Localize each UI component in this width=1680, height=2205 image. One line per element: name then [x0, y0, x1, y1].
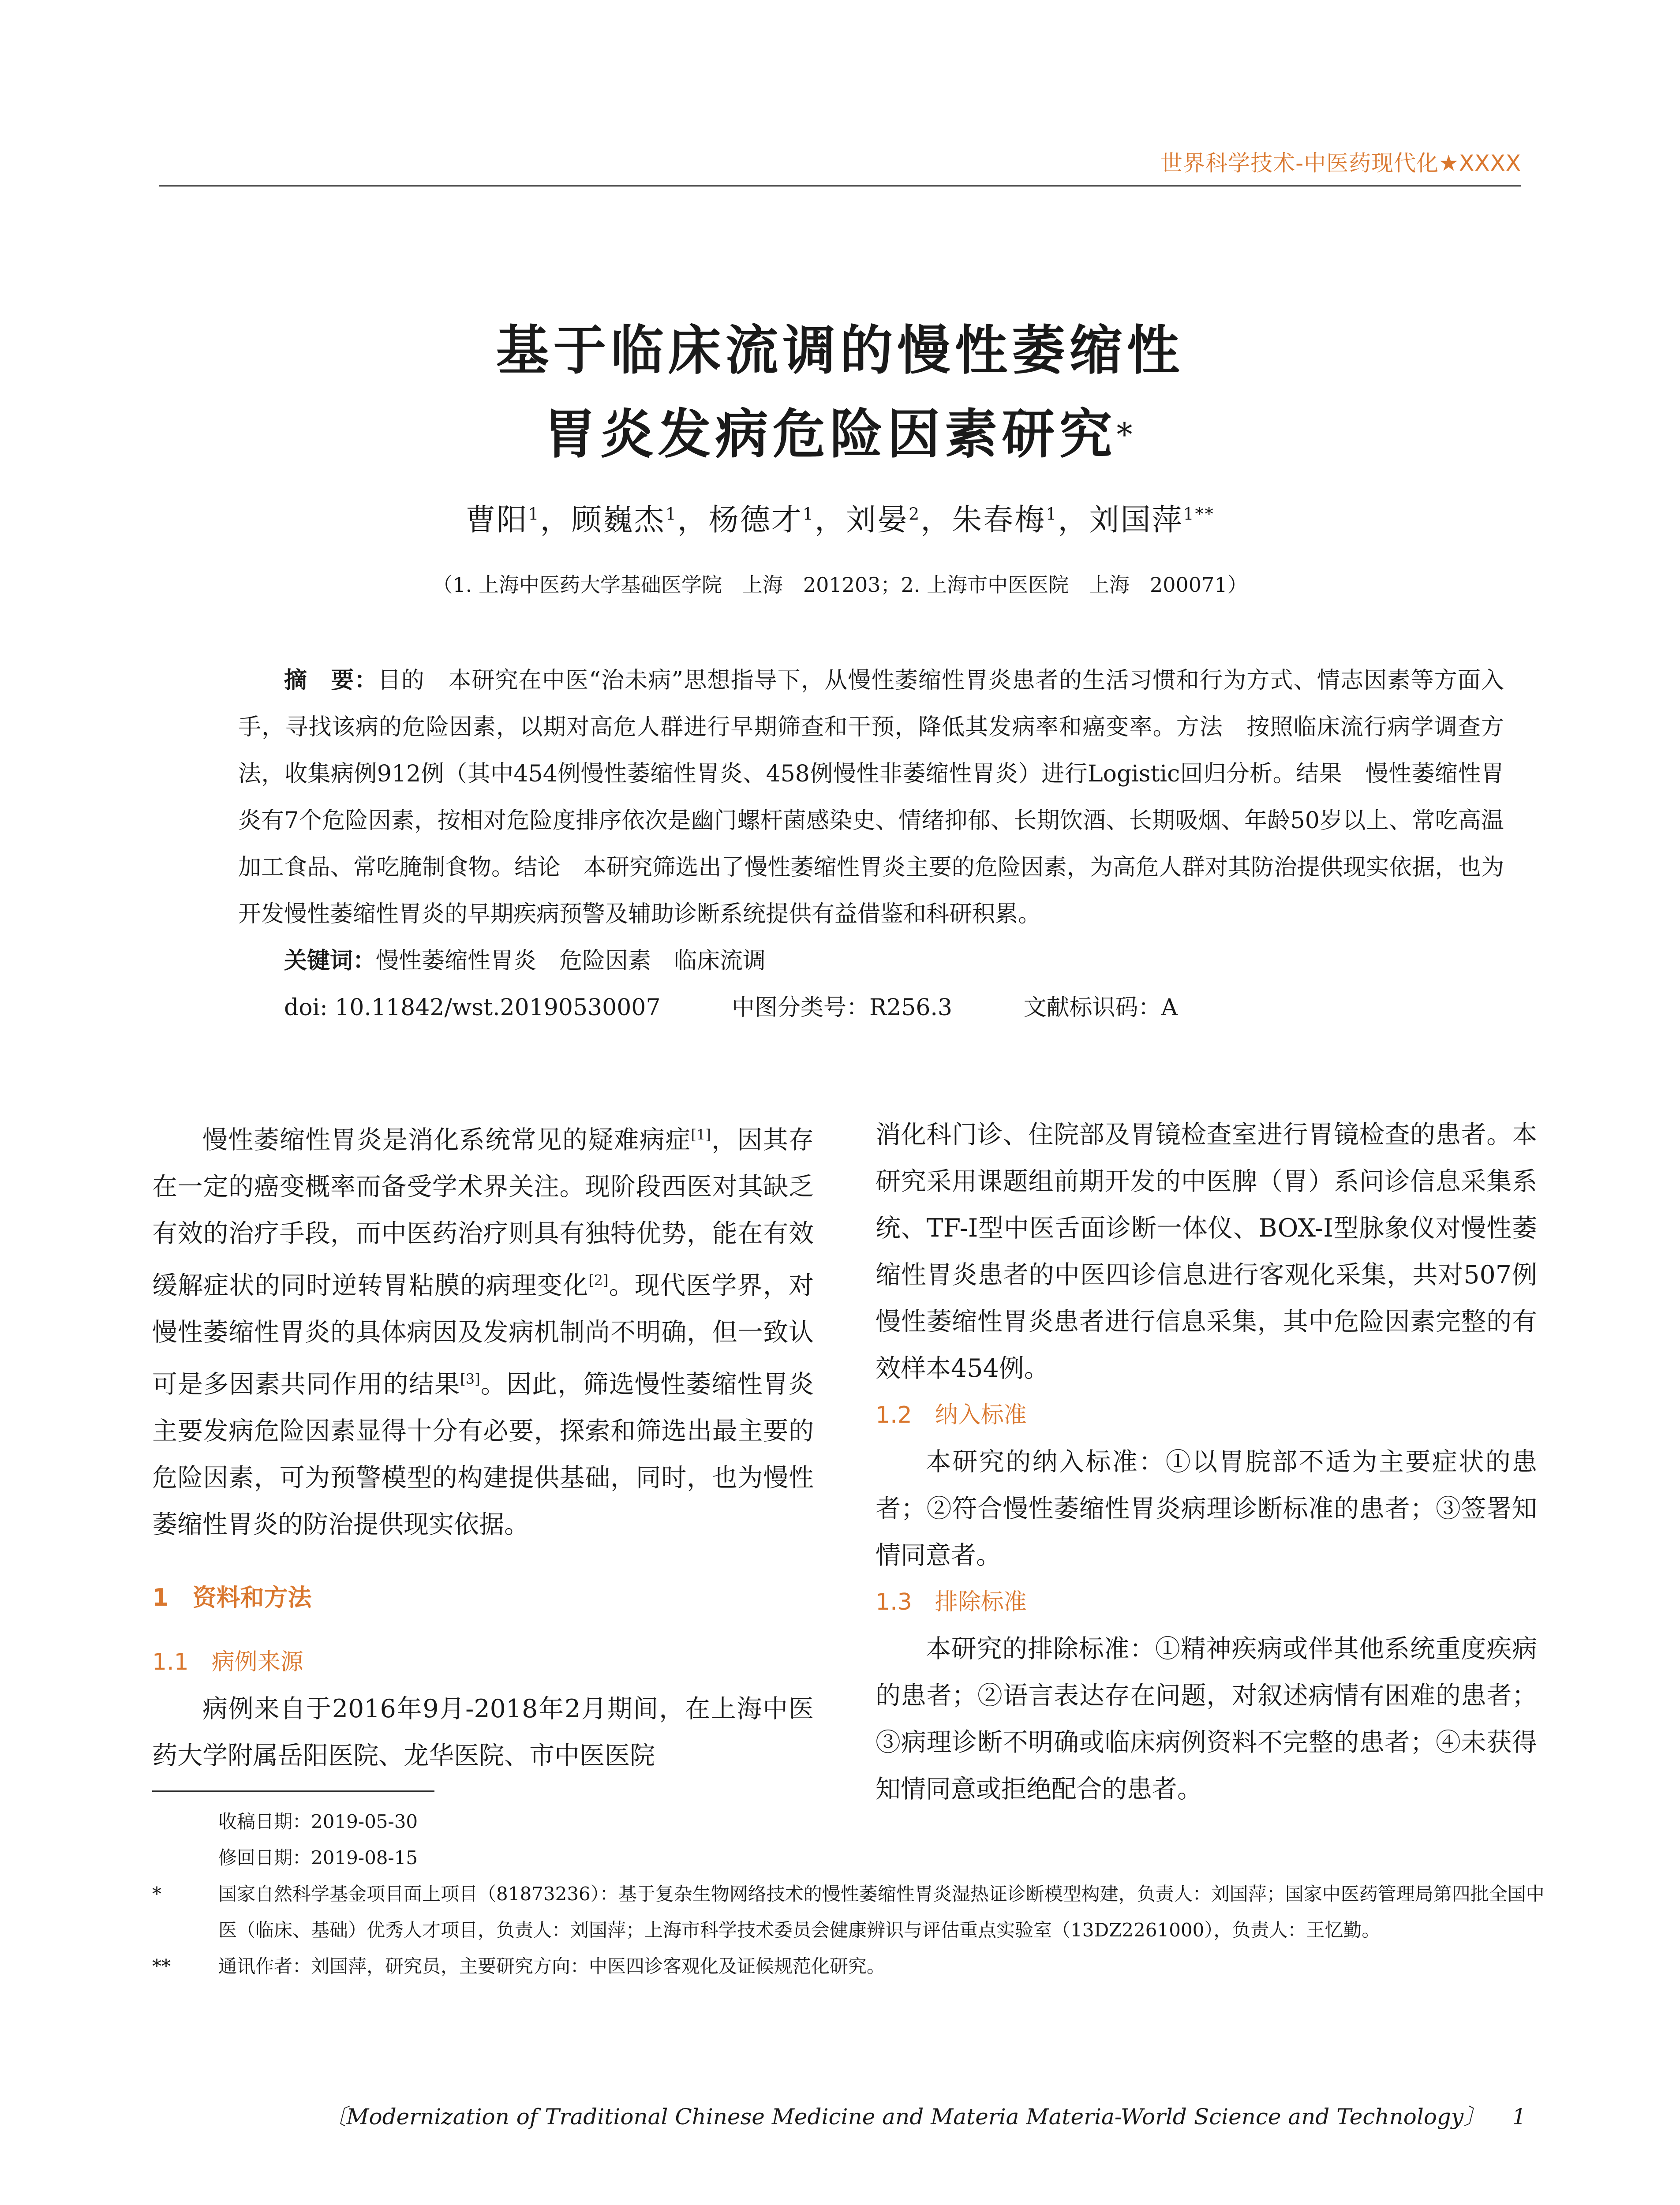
right-column: [876, 1111, 1537, 1813]
title-line-1: 基于临床流调的慢性萎缩性: [496, 319, 1184, 381]
article-title: [0, 309, 1680, 476]
footnotes: [152, 1804, 1546, 1984]
citation-1[interactable]: [1]: [691, 1126, 711, 1143]
body-paragraph: 本研究的纳入标准：①以胃脘部不适为主要症状的患者；②符合慢性萎缩性胃炎病理诊断标准的患者；③签署知情同意者。: [876, 1447, 1537, 1570]
citation-2[interactable]: [2]: [588, 1272, 609, 1289]
title-line-2: [0, 392, 1680, 476]
author-separator: ，: [920, 503, 952, 538]
keywords: 慢性萎缩性胃炎 危险因素 临床流调: [376, 948, 766, 974]
abstract-label: 摘 要：: [284, 667, 378, 694]
page-footer: [0, 2099, 1526, 2131]
document-code: 文献标识码：A: [1023, 994, 1178, 1021]
author: 顾巍杰: [571, 503, 666, 538]
intro-paragraph: [152, 1111, 814, 1548]
left-column: [152, 1111, 814, 1779]
author-separator: ，: [540, 503, 572, 538]
body-paragraph: 消化科门诊、住院部及胃镜检查室进行胃镜检查的患者。本研究采用课题组前期开发的中医脾（胃）系问诊信息采集系统、TF-I型中医舌面诊断一体仪、BOX-I型脉象仪对慢性萎缩性胃炎患者的中医四诊信息进行客观化采集，共对507例慢性萎缩性胃炎患者进行信息采集，其中危险因素完整的有效样本454例。: [876, 1120, 1537, 1383]
title-star: *: [1116, 416, 1137, 453]
intro-text-3: 。现代医学界，对慢性萎缩性胃炎的具体病因及发病机制尚不明确，但一致认可是多因素共同作用的结果: [152, 1271, 814, 1399]
body-paragraph: 病例来自于2016年9月-2018年2月期间，在上海中医药大学附属岳阳医院、龙华医院、市中医医院: [152, 1694, 814, 1770]
doi: doi: 10.11842/wst.20190530007: [284, 994, 661, 1021]
affiliation: （1. 上海中医药大学基础医学院 上海 201203；2. 上海市中医医院 上海 200071）: [432, 573, 1248, 597]
footnote-corresponding: [152, 1948, 1546, 1984]
author-list: [0, 496, 1680, 539]
author-separator: ，: [814, 503, 846, 538]
intro-text-1: 慢性萎缩性胃炎是消化系统常见的疑难病症: [202, 1125, 691, 1155]
footnote-revised: 修回日期：2019-08-15: [218, 1847, 418, 1869]
author: 朱春梅: [952, 503, 1046, 538]
subsection-heading: 1.2 纳入标准: [876, 1402, 1027, 1428]
keywords-line: [238, 938, 1504, 984]
abstract-paragraph: [238, 657, 1504, 938]
author: 杨德才: [708, 503, 803, 538]
journal-header: 世界科学技术-中医药现代化★XXXX: [1160, 150, 1521, 176]
clc-number: 中图分类号：R256.3: [732, 994, 953, 1021]
footnote-received: 收稿日期：2019-05-30: [218, 1811, 418, 1832]
footer-journal: 〔Modernization of Traditional Chinese Medicine and Materia Materia-World Science and Technology〕: [324, 2104, 1486, 2130]
author-affil: 1: [802, 504, 815, 524]
author: 曹阳: [465, 503, 528, 538]
title-line-2-text: 胃炎发病危险因素研究: [543, 403, 1117, 465]
keywords-label: 关键词：: [284, 947, 376, 974]
footnote-corr-text: 通讯作者：刘国萍，研究员，主要研究方向：中医四诊客观化及证候规范化研究。: [218, 1955, 886, 1977]
author-affil: 1**: [1183, 504, 1215, 524]
citation-3[interactable]: [3]: [460, 1371, 480, 1387]
intro-text-4: 。因此，筛选慢性萎缩性胃炎主要发病危险因素显得十分有必要，探索和筛选出最主要的危险因素，可为预警模型的构建提供基础，同时，也为慢性萎缩性胃炎的防治提供现实依据。: [152, 1370, 814, 1539]
abstract-text: 目的 本研究在中医“治未病”思想指导下，从慢性萎缩性胃炎患者的生活习惯和行为方式、情志因素等方面入手，寻找该病的危险因素，以期对高危人群进行早期筛查和干预，降低其发病率和癌变率。方法 按照临床流行病学调查方法，收集病例912例（其中454例慢性萎缩性胃炎、458例慢性非萎缩性胃炎）进行Logistic回归分析。结果 慢性萎缩性胃炎有7个危险因素，按相对危险度排序依次是幽门螺杆菌感染史、情绪抑郁、长期饮酒、长期吸烟、年龄50岁以上、常吃高温加工食品、常吃腌制食物。结论 本研究筛选出了慢性萎缩性胃炎主要的危险因素，为高危人群对其防治提供现实依据，也为开发慢性萎缩性胃炎的早期疾病预警及辅助诊断系统提供有益借鉴和科研积累。: [238, 667, 1504, 927]
section-heading: 1 资料和方法: [152, 1584, 312, 1611]
author-separator: ，: [1058, 503, 1089, 538]
footnote-mark: *: [152, 1883, 161, 1905]
author-affil: 1: [1046, 504, 1058, 524]
author-affil: 1: [665, 504, 677, 524]
abstract-block: [238, 657, 1504, 1031]
author: 刘国萍: [1089, 503, 1183, 538]
footnote-rule: [152, 1790, 434, 1792]
footnote-fund-text: 国家自然科学基金项目面上项目（81873236）：基于复杂生物网络技术的慢性萎缩性胃炎湿热证诊断模型构建，负责人：刘国萍；国家中医药管理局第四批全国中医（临床、基础）优秀人才项目，负责人：刘国萍；上海市科学技术委员会健康辨识与评估重点实验室（13DZ2261000），负责人：王忆勤。: [218, 1883, 1545, 1941]
intro-text-2: ，因其存在一定的癌变概率而备受学术界关注。现阶段西医对其缺乏有效的治疗手段，而中医药治疗则具有独特优势，能在有效缓解症状的同时逆转胃粘膜的病理变化: [152, 1125, 814, 1300]
author-affil: 2: [909, 504, 921, 524]
page-number: 1: [1512, 2104, 1526, 2130]
doi-line: [238, 984, 1504, 1031]
author-separator: ，: [677, 503, 709, 538]
header-rule: [159, 185, 1521, 187]
footnote-mark: **: [152, 1955, 171, 1977]
subsection-heading: 1.3 排除标准: [876, 1589, 1027, 1615]
author-affil: 1: [528, 504, 540, 524]
subsection-heading: 1.1 病例来源: [152, 1649, 303, 1675]
author: 刘晏: [846, 503, 909, 538]
footnote-fund: [152, 1876, 1546, 1948]
body-paragraph: 本研究的排除标准：①精神疾病或伴其他系统重度疾病的患者；②语言表达存在问题，对叙述病情有困难的患者；③病理诊断不明确或临床病例资料不完整的患者；④未获得知情同意或拒绝配合的患者。: [876, 1634, 1537, 1804]
